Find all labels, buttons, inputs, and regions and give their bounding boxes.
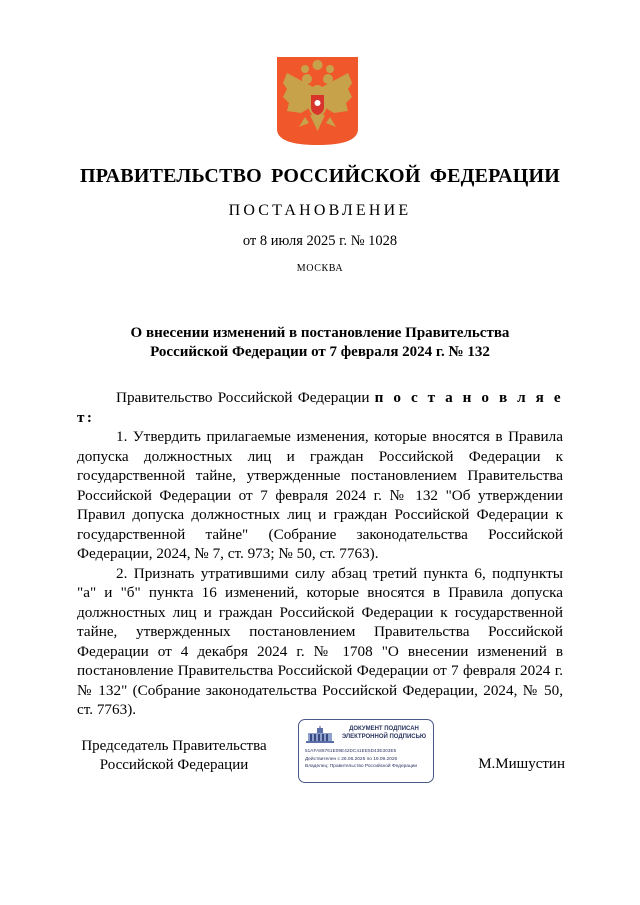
government-title: ПРАВИТЕЛЬСТВО РОССИЙСКОЙ ФЕДЕРАЦИИ xyxy=(80,165,560,187)
paragraph-1: 1. Утвердить прилагаемые изменения, которые вносятся в Правила допуска должностных лиц и граждан Российской Федерации к государственной тайне, утвержденные постановлением Правительства Российской Федерации от 7 февраля 2024 г. № 132 "Об утверждении Правил допуска должностных лиц и граждан Российской Федерации к государственной тайне" (Собрание законодательства Российской Федерации, 2024, № 7, ст. 973; № 50, ст. 7763). xyxy=(77,428,563,562)
paragraph-2: 2. Признать утратившими силу абзац третий пункта 6, подпункты "а" и "б" пункта 16 изменений, которые вносятся в Правила допуска должностных лиц и граждан Российской Федерации к государственной тайне, утвержденных постановлением Правительства Российской Федерации от 4 декабря 2024 г. № 1708 "О внесении изменений в постановление Правительства Российской Федерации от 7 февраля 2024 г. № 132" (Собрание законодательства Российской Федерации, 2024, № 50, ст. 7763). xyxy=(77,564,563,718)
certificate-validity: Действителен с 26.06.2025 по 19.09.2026 xyxy=(305,757,398,762)
document-subject xyxy=(100,324,540,362)
emblem-icon xyxy=(277,57,358,145)
lead-verb: п о с т а н о в л я е т: xyxy=(77,389,563,426)
lead-sentence xyxy=(77,388,563,427)
subject-line-1: О внесении изменений в постановление Правительства xyxy=(130,325,510,341)
signatory-position xyxy=(79,737,269,775)
document-city: МОСКВА xyxy=(296,263,344,274)
document-type: ПОСТАНОВЛЕНИЕ xyxy=(228,202,412,219)
signatory-name: М.Мишустин xyxy=(478,756,565,772)
certificate-number: 51AFA88761E09E42DC41EE5D43E303E5 xyxy=(305,748,397,753)
position-line-1: Председатель Правительства xyxy=(81,738,267,754)
stamp-title-line-1: ДОКУМЕНТ ПОДПИСАН xyxy=(349,726,419,732)
certificate-owner: Владелец: Правительство Российской Федерации xyxy=(305,764,418,769)
electronic-signature-stamp xyxy=(298,719,434,783)
subject-line-2: Российской Федерации от 7 февраля 2024 г. № 132 xyxy=(150,344,490,360)
lead-prefix: Правительство Российской Федерации xyxy=(116,389,370,406)
document-body xyxy=(77,388,563,720)
government-building-icon xyxy=(305,726,335,744)
document-date-number: от 8 июля 2025 г. № 1028 xyxy=(242,233,398,249)
stamp-title-line-2: ЭЛЕКТРОННОЙ ПОДПИСЬЮ xyxy=(341,733,427,740)
position-line-2: Российской Федерации xyxy=(99,757,249,773)
stamp-title xyxy=(339,726,429,741)
